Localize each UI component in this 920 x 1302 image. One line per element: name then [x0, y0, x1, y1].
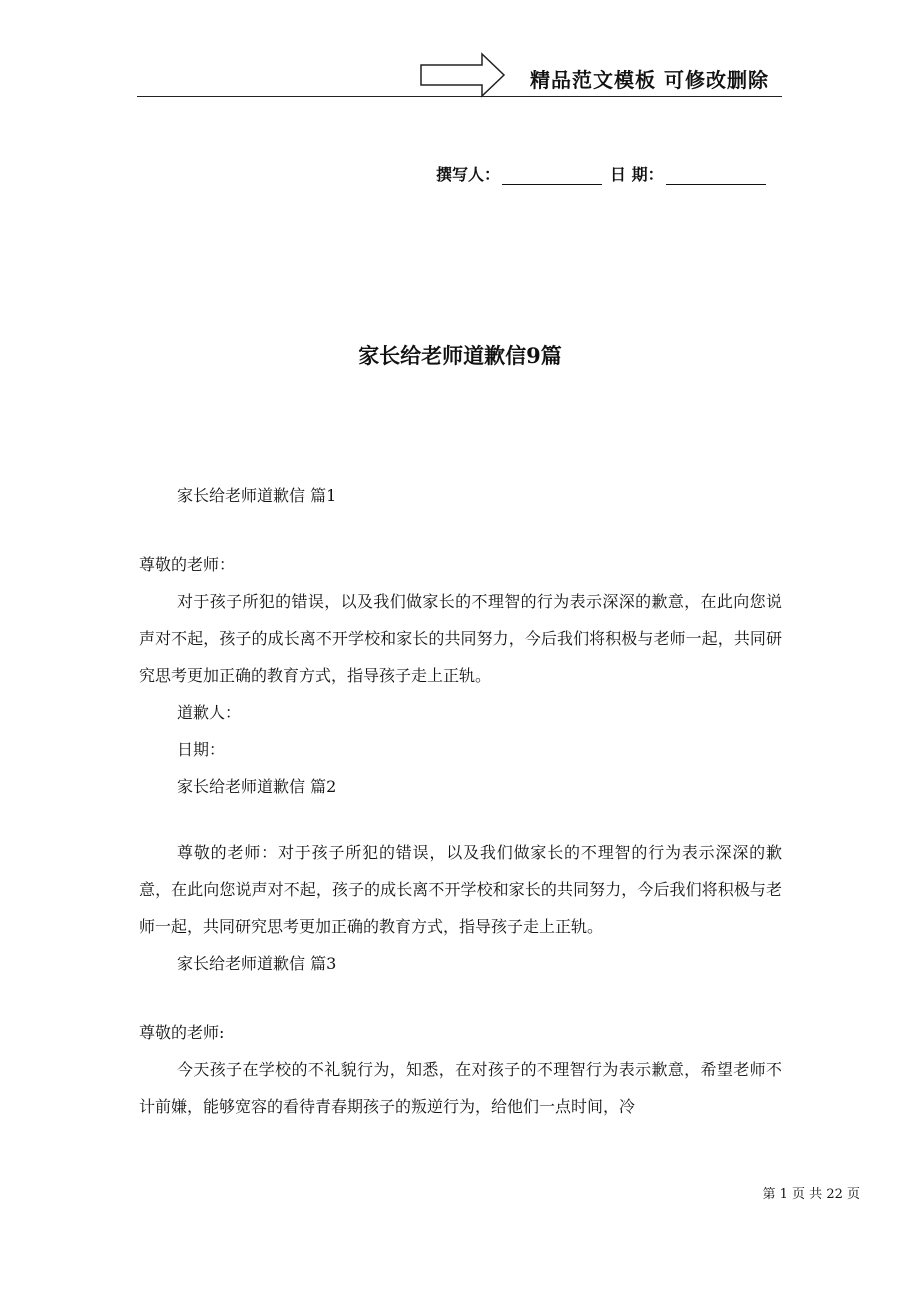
section-heading: 家长给老师道歉信 篇2 [177, 777, 337, 796]
body-paragraph: 对于孩子所犯的错误，以及我们做家长的不理智的行为表示深深的歉意，在此向您说声对不起，孩子的成长离不开学校和家长的共同努力，今后我们将积极与老师一起，共同研究思考更加正确的教育方式，指导孩子走上正轨。 [139, 592, 782, 685]
section-heading: 家长给老师道歉信 篇3 [177, 954, 337, 973]
date-blank [666, 166, 766, 185]
author-label: 撰写人： [436, 165, 501, 184]
document-title: 家长给老师道歉信9篇 [358, 343, 562, 368]
arrow-icon [420, 52, 506, 98]
body-paragraph: 尊敬的老师：对于孩子所犯的错误，以及我们做家长的不理智的行为表示深深的歉意，在此向您说声对不起，孩子的成长离不开学校和家长的共同努力，今后我们将积极与老师一起，共同研究思考更加正确的教育方式，指导孩子走上正轨。 [139, 843, 782, 936]
header-title: 精品范文模板 可修改删除 [530, 68, 769, 92]
author-date-line [436, 162, 768, 185]
section-2 [139, 834, 782, 1125]
greeting: 尊敬的老师： [139, 555, 236, 574]
header-divider [137, 96, 782, 97]
date-line: 日期： [177, 740, 226, 759]
section-heading: 家长给老师道歉信 篇1 [177, 486, 337, 505]
author-blank [502, 166, 602, 185]
page-footer: 第 1 页 共 22 页 [762, 1187, 860, 1202]
body-paragraph: 今天孩子在学校的不礼貌行为，知悉，在对孩子的不理智行为表示歉意，希望老师不计前嫌，能够宽容的看待青春期孩子的叛逆行为，给他们一点时间，冷 [139, 1060, 782, 1116]
date-label: 日 期： [610, 165, 664, 184]
section-1 [139, 477, 782, 805]
signer-line: 道歉人： [177, 703, 242, 722]
greeting: 尊敬的老师: [139, 1023, 225, 1042]
